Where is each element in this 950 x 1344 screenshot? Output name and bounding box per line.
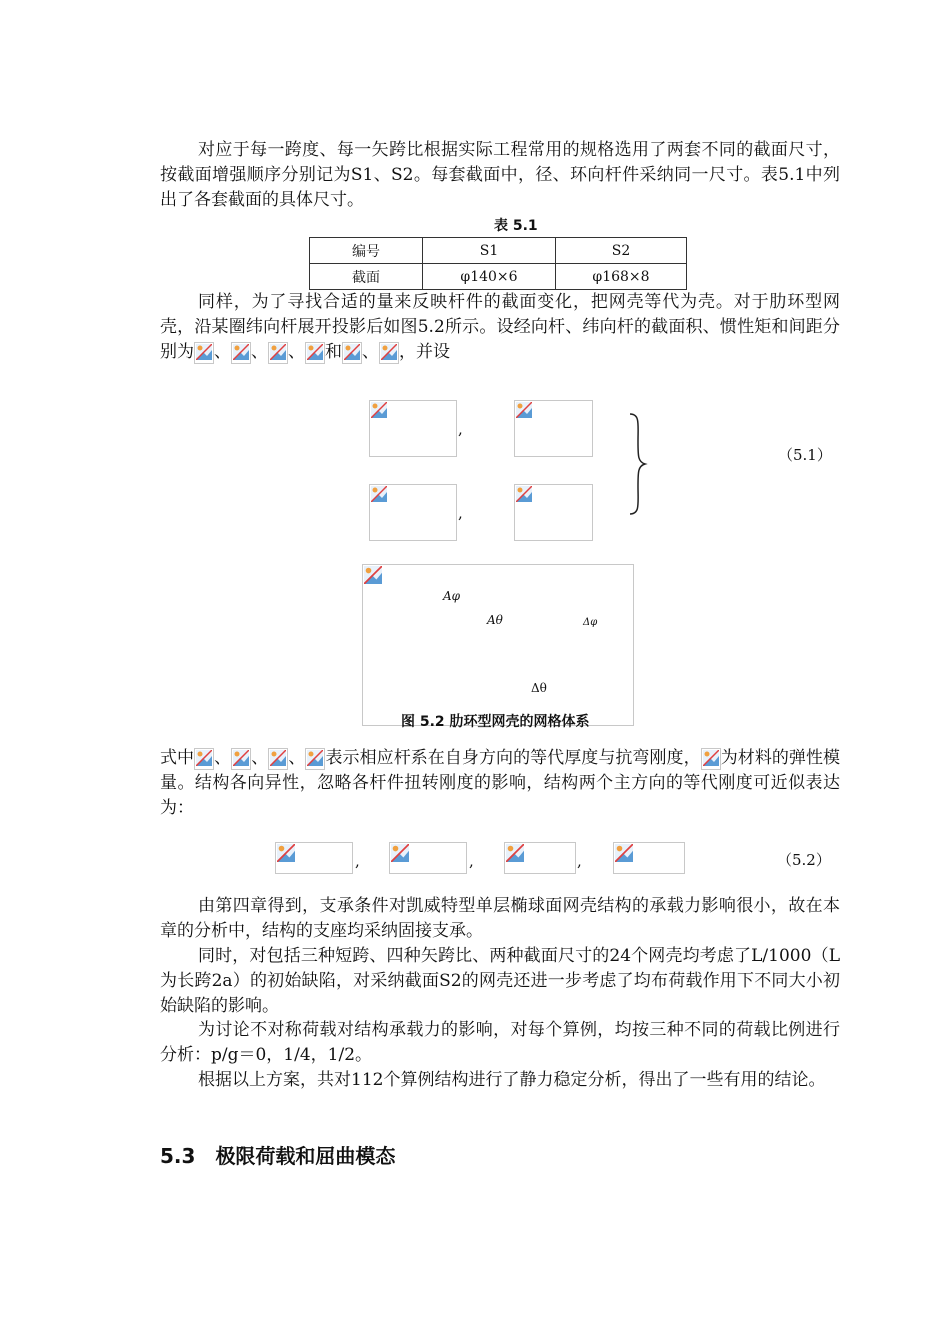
separator: 、 <box>362 342 379 362</box>
section-title: 极限荷载和屈曲模态 <box>215 1144 396 1168</box>
paragraph-notation <box>160 746 840 821</box>
equation-comma: , <box>458 420 463 438</box>
equation-comma: , <box>458 504 463 522</box>
broken-image-icon <box>194 342 214 364</box>
equation-image <box>504 842 576 874</box>
paragraph-intro: 对应于每一跨度、每一矢跨比根据实际工程常用的规格选用了两套不同的截面尺寸，按截面增强顺序分别记为S1、S2。每套截面中，径、环向杆件采纳同一尺寸。表5.1中列出了各套截面的具体尺寸。 <box>160 140 840 210</box>
paragraph-conclusion: 根据以上方案，共对112个算例结构进行了静力稳定分析，得出了一些有用的结论。 <box>198 1070 826 1090</box>
equation-comma: , <box>577 852 582 870</box>
paragraph-imperfections: 同时，对包括三种短跨、四种矢跨比、两种截面尺寸的24个网壳均考虑了L/1000（L为长跨2a）的初始缺陷，对采纳截面S2的网壳还进一步考虑了均布荷载作用下不同大小初始缺陷的影响。 <box>160 946 840 1016</box>
equation-image <box>514 484 593 541</box>
right-brace-icon <box>626 412 648 516</box>
broken-image-icon <box>231 342 251 364</box>
table-cell: 编号 <box>310 238 423 264</box>
broken-image-icon <box>268 748 288 770</box>
paragraph-asymmetric-load: 为讨论不对称荷载对结构承载力的影响，对每个算例，均按三种不同的荷载比例进行分析：p/g＝0，1/4，1/2。 <box>160 1020 840 1065</box>
paragraph-text: 式中 <box>160 748 195 768</box>
paragraph-supports: 由第四章得到，支承条件对凯威特型单层椭球面网壳结构的承载力影响很小，故在本章的分析中，结构的支座均采纳固接支承。 <box>160 896 840 941</box>
table-title: 表 5.1 <box>494 218 538 234</box>
paragraph-text: 同样，为了寻找合适的量来反映杆件的截面变化，把网壳等代为壳。对于肋环型网壳，沿某圈纬向杆展开投影后如图5.2所示。设经向杆、纬向杆的截面积、惯性矩和间距分别为 <box>160 292 840 362</box>
section-table <box>309 237 687 290</box>
broken-image-icon <box>305 748 325 770</box>
broken-image-icon <box>364 566 382 584</box>
table-cell: S2 <box>556 238 687 264</box>
table-cell: φ140×6 <box>423 264 556 290</box>
table-cell: S1 <box>423 238 556 264</box>
table-row <box>310 264 687 290</box>
separator: 、 <box>251 748 269 768</box>
broken-image-icon <box>268 342 288 364</box>
equation-comma: , <box>469 852 474 870</box>
separator: 、 <box>214 748 232 768</box>
broken-image-icon <box>194 748 214 770</box>
broken-image-icon <box>231 748 251 770</box>
separator: 、 <box>288 342 305 362</box>
broken-image-icon <box>305 342 325 364</box>
paragraph-text: 表示相应杆系在自身方向的等代厚度与抗弯刚度， <box>325 748 701 768</box>
equation-number: （5.1） <box>778 446 832 464</box>
equation-image <box>514 400 593 457</box>
paragraph-text: 为材料的弹性模量。结构各向异性，忽略各杆件扭转刚度的影响，结构两个主方向的等代刚度可近似表达为： <box>160 748 841 818</box>
broken-image-icon <box>701 748 721 770</box>
table-cell: φ168×8 <box>556 264 687 290</box>
section-number: 5.3 <box>160 1144 196 1168</box>
separator: 、 <box>214 342 231 362</box>
section-heading <box>160 1140 395 1169</box>
separator: 和 <box>325 342 342 362</box>
equation-image <box>275 842 353 874</box>
table-cell: 截面 <box>310 264 423 290</box>
figure-label: Aφ <box>443 589 461 603</box>
figure-label: Δθ <box>531 681 547 695</box>
table-row <box>310 238 687 264</box>
paragraph-text: ，并设 <box>399 342 450 362</box>
equation-image <box>369 484 457 541</box>
paragraph-equivalent-shell <box>160 290 840 365</box>
broken-image-icon <box>342 342 362 364</box>
equation-comma: , <box>355 852 360 870</box>
equation-image <box>369 400 457 457</box>
equation-number: （5.2） <box>777 851 831 869</box>
separator: 、 <box>251 342 268 362</box>
figure-caption: 图 5.2 肋环型网壳的网格体系 <box>401 714 590 730</box>
figure-label: Aθ <box>487 613 503 627</box>
figure-grid-system <box>362 564 634 726</box>
equation-image <box>389 842 467 874</box>
broken-image-icon <box>379 342 399 364</box>
separator: 、 <box>288 748 306 768</box>
figure-label: Δφ <box>583 617 598 628</box>
equation-image <box>613 842 685 874</box>
